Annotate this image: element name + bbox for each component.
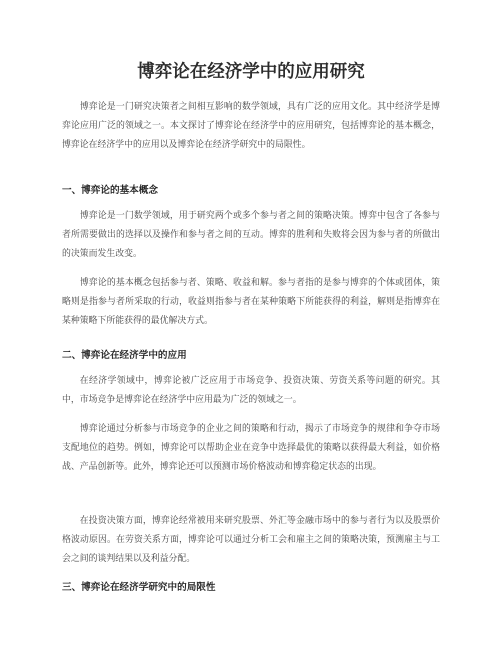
section-1-paragraph-2: 博弈论的基本概念包括参与者、策略、收益和解。参与者指的是参与博弈的个体或团体，策略则是指参与者所采取的行动，收益则指参与者在某种策略下所能获得的利益，解则是指博弈在某种策略下所能获得的最优解决方式。	[62, 278, 440, 326]
section-heading-2: 二、博弈论在经济学中的应用	[62, 350, 187, 361]
intro-paragraph: 博弈论是一门研究决策者之间相互影响的数学领域，具有广泛的应用文化。其中经济学是博弈论应用广泛的领域之一。本文探讨了博弈论在经济学中的应用研究，包括博弈论的基本概念，博弈论在经济学中的应用以及博弈论在经济学研究中的局限性。	[62, 102, 440, 150]
section-2-paragraph-2: 博弈论通过分析参与市场竞争的企业之间的策略和行动，揭示了市场竞争的规律和争夺市场支配地位的趋势。例如，博弈论可以帮助企业在竞争中选择最优的策略以获得最大利益，如价格战、产品创新等。此外，博弈论还可以预测市场价格波动和博弈稳定状态的出现。	[62, 424, 440, 472]
section-2-paragraph-1: 在经济学领域中，博弈论被广泛应用于市场竞争、投资决策、劳资关系等问题的研究。其中，市场竞争是博弈论在经济学中应用最为广泛的领域之一。	[62, 376, 440, 405]
section-heading-1: 一、博弈论的基本概念	[62, 185, 158, 196]
document-title: 博弈论在经济学中的应用研究	[137, 62, 365, 82]
section-heading-3: 三、博弈论在经济学研究中的局限性	[62, 582, 216, 593]
section-2-paragraph-3: 在投资决策方面，博弈论经常被用来研究股票、外汇等金融市场中的参与者行为以及股票价格波动原因。在劳资关系方面，博弈论可以通过分析工会和雇主之间的策略决策，预测雇主与工会之间的谈判结果以及利益分配。	[62, 516, 440, 564]
section-1-paragraph-1: 博弈论是一门数学领域，用于研究两个或多个参与者之间的策略决策。博弈中包含了各参与者所需要做出的选择以及操作和参与者之间的互动。博弈的胜利和失败将会因为参与者的所做出的决策而发生改变。	[62, 211, 440, 259]
